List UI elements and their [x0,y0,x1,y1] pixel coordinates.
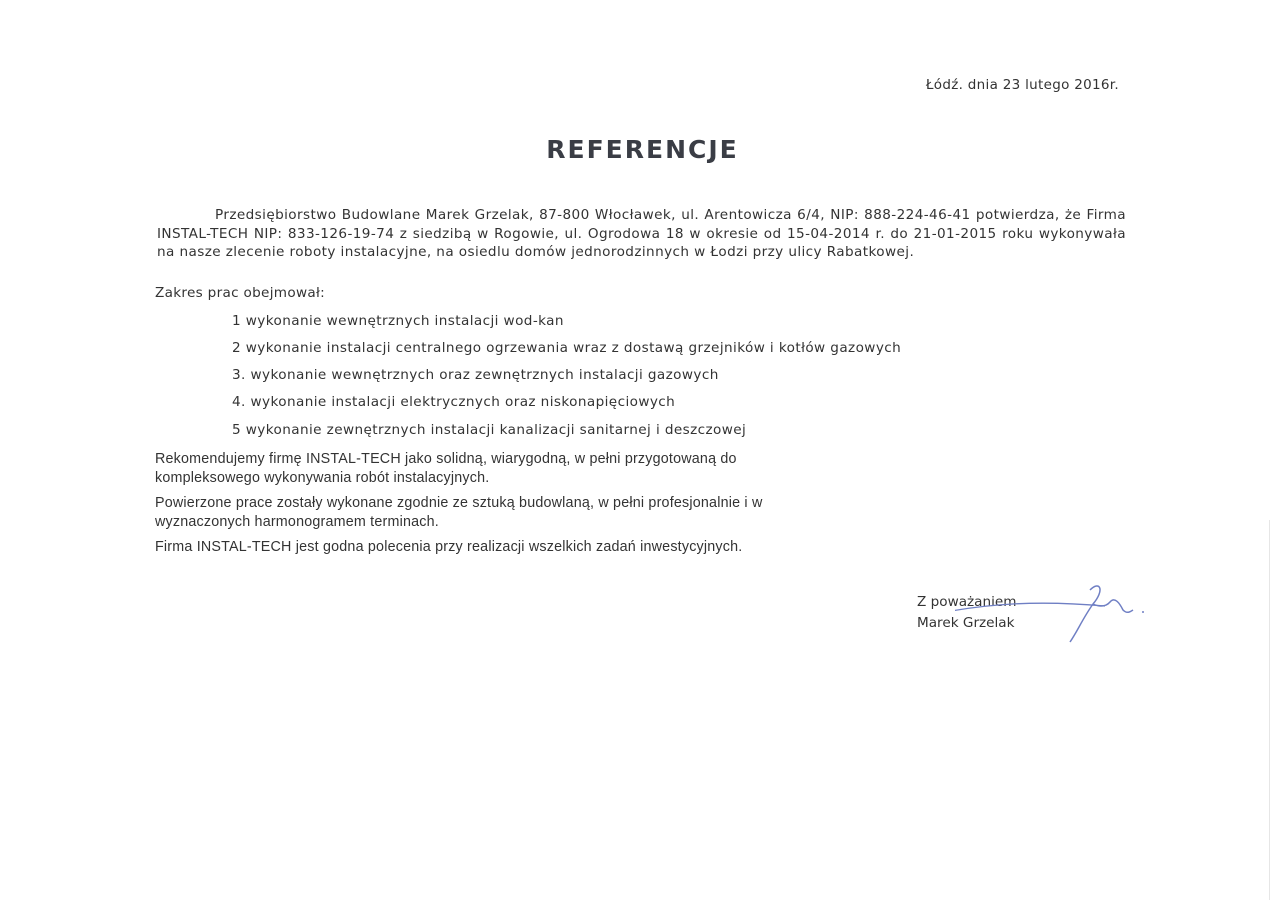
scope-item: 1 wykonanie wewnętrznych instalacji wod-kan [232,313,564,329]
closing-phrase: Z poważaniem [917,594,1017,610]
scope-item: 4. wykonanie instalacji elektrycznych oraz niskonapięciowych [232,394,676,410]
scope-item: 5 wykonanie zewnętrznych instalacji kanalizacji sanitarnej i deszczowej [232,422,747,438]
handwritten-signature-icon [955,582,1155,652]
intro-paragraph [157,206,1126,262]
recommendation-line: kompleksowego wykonywania robót instalacyjnych. [155,469,490,486]
quality-paragraph [155,494,763,531]
quality-line: Powierzone prace zostały wykonane zgodnie ze sztuką budowlaną, w pełni profesjonalnie i w [155,495,763,511]
place-date: Łódź. dnia 23 lutego 2016r. [925,77,1119,93]
recommendation-paragraph [155,450,737,487]
recommendation-line: Rekomendujemy firmę INSTAL-TECH jako solidną, wiarygodną, w pełni przygotowaną do [155,451,737,467]
scope-heading: Zakres prac obejmował: [155,285,326,301]
scope-item: 3. wykonanie wewnętrznych oraz zewnętrznych instalacji gazowych [232,367,719,383]
signatory-name: Marek Grzelak [917,615,1015,631]
document-title: REFERENCJE [546,135,739,164]
scope-item: 2 wykonanie instalacji centralnego ogrzewania wraz z dostawą grzejników i kotłów gazowych [232,340,902,356]
intro-text: Przedsiębiorstwo Budowlane Marek Grzelak, 87-800 Włocławek, ul. Arentowicza 6/4, NIP: 888-224-46-41 potwierdza, że Firma INSTAL-TECH NIP: 833-126-19-74 z siedzibą w Rogowie, ul. Ogrodowa 18 w okresie od 15-04-2014 r. do 21-01-2015 roku wykonywała na nasze zlecenie roboty instalacyjne, na osiedlu domów jednorodzinnych w Łodzi przy ulicy Rabatkowej. [157,207,1126,260]
scan-edge-line [1269,520,1270,900]
final-statement: Firma INSTAL-TECH jest godna polecenia przy realizacji wszelkich zadań inwestycyjnych. [155,539,743,555]
quality-line: wyznaczonych harmonogramem terminach. [155,513,439,530]
